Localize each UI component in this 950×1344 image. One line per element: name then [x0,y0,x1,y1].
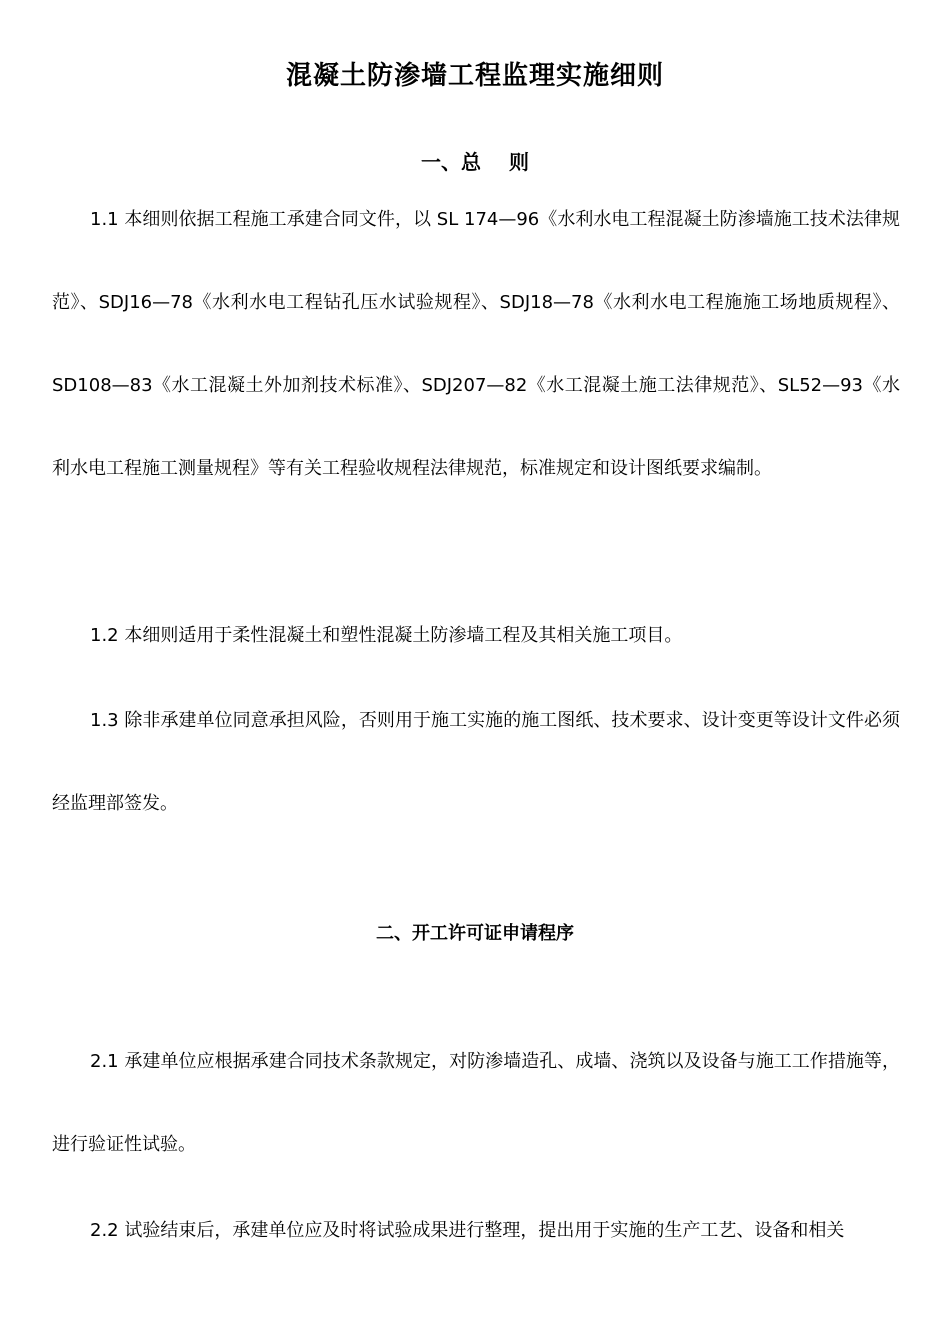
document-title: 混凝土防渗墙工程监理实施细则 [285,61,664,91]
section-2-heading: 二、开工许可证申请程序 [376,923,574,944]
paragraph-1-3: 1.3 除非承建单位同意承担风险，否则用于施工实施的施工图纸、技术要求、设计变更等设计文件必须经监理部签发。 [52,710,900,814]
section-1-heading-right: 则 [509,150,529,174]
paragraph-2-2: 2.2 试验结束后，承建单位应及时将试验成果进行整理，提出用于实施的生产工艺、设备和相关 [90,1220,845,1241]
section-1-heading [0,146,950,178]
paragraph-2-1: 2.1 承建单位应根据承建合同技术条款规定，对防渗墙造孔、成墙、浇筑以及设备与施工工作措施等，进行验证性试验。 [52,1051,900,1155]
paragraph-1-2: 1.2 本细则适用于柔性混凝土和塑性混凝土防渗墙工程及其相关施工项目。 [90,625,683,646]
paragraph-1-1: 1.1 本细则依据工程施工承建合同文件，以 SL 174—96《水利水电工程混凝土防渗墙施工技术法律规范》、SDJ16—78《水利水电工程钻孔压水试验规程》、SDJ18—78《水利水电工程施施工场地质规程》、SD108—83《水工混凝土外加剂技术标准》、SDJ207—82《水工混凝土施工法律规范》、SL52—93《水利水电工程施工测量规程》等有关工程验收规程法律规范，标准规定和设计图纸要求编制。 [52,209,900,479]
section-1-heading-left: 一、总 [421,150,481,174]
